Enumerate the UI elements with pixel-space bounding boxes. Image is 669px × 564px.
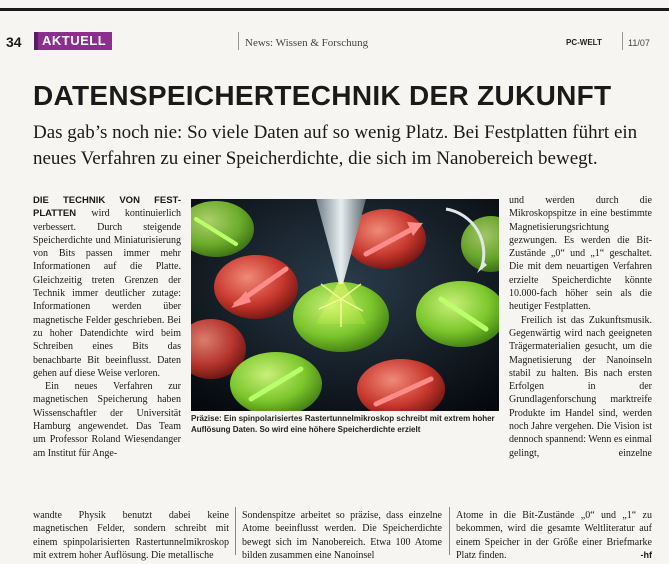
top-rule (0, 8, 669, 11)
section-title: News: Wissen & Forschung (245, 37, 369, 49)
bottom-text-middle: Sondenspitze arbeitet so präzise, dass einzelne Atome beeinflusst werden. Die Speicherdichte bewegt sich im Nanobereich. Etwa 100 Atome bilden zusammen eine Nanoinsel (242, 510, 442, 561)
column-divider (235, 507, 236, 555)
body-text: wird kontinuierlich verbessert. Durch steigende Speicherdichte und Miniaturisierung von Bits passen immer mehr Informationen auf die Platte. Gleichzeitig treten Grenzen der Technik immer deutlicher zutage: Informationen werden über magnetische Felder geschrieben. Bei zu hoher Datendichte wird beim Schreiben eines Bits das benachbarte Bit beeinflusst. Daten gehen auf diese Weise verloren. (33, 208, 181, 379)
lead-paragraph: Das gab’s noch nie: So viele Daten auf so wenig Platz. Bei Festplatten führt ein neues Verfahren zu einer Speicherdichte, die sich im Nanobereich bewegt. (33, 122, 638, 169)
author-signature: -hf (640, 549, 652, 560)
rubric-label: AKTUELL (34, 32, 112, 50)
body-text: Ein neues Verfahren zur magnetischen Speicherung haben Wissenschaftler der Universität Hamburg angewendet. Das Team um Professor Roland Wiesendanger am Institut für Ange- (33, 381, 181, 459)
bottom-text-left: wandte Physik benutzt dabei keine magnetischen Felder, sondern schreibt mit einem spinpolarisierten Rastertunnelmikroskop mit extrem hoher Auflösung. Die metallische (33, 510, 229, 561)
image-caption (191, 413, 496, 435)
header-divider (238, 32, 239, 50)
header-divider (622, 32, 623, 50)
caption-text: Ein spinpolarisiertes Rastertunnelmikroskop schreibt mit extrem hoher Auflösung Daten. So wird eine höhere Speicherdichte erzielt (191, 414, 495, 434)
stm-illustration (191, 199, 499, 411)
column-right (509, 194, 652, 460)
kicker: DIE TECHNIK VON FEST-PLATTEN (33, 195, 181, 220)
body-text: Freilich ist das Zukunftsmusik. Gegenwärtig wird nach geeigneten Trägermaterialien gesucht, um die Magnetisierung der Nanoinseln stabil zu halten. Bis nach ersten Erfolgen in der Grundlagenforschung marktreife Produkte im Handel sind, werden noch Jahre vergehen. Die Vision ist dennoch spannend: Wenn es einmal gelingt, einzelne (509, 314, 652, 459)
nano-islands-image (191, 199, 499, 411)
headline: DATENSPEICHERTECHNIK DER ZUKUNFT (33, 80, 612, 111)
bottom-text-right (456, 509, 652, 562)
body-text: Atome in die Bit-Zustände „0“ und „1“ zu bekommen, wird die gesamte Weltliteratur auf einem Speicher in der Größe einer Briefmarke Platz finden. (456, 510, 652, 561)
page-number: 34 (6, 34, 22, 50)
issue-number: 11/07 (628, 38, 650, 48)
body-text: und werden durch die Mikroskopspitze in eine bestimmte Magnetisierungsrichtung gezwungen. Es werden die Bit-Zustände „0“ und „1“ geschaltet. Die mit dem neuartigen Verfahren erzielte Speicherdichte könnte 10.000-fach höher sein als die heutiger Festplatten. (509, 195, 652, 313)
magazine-brand: PC-WELT (566, 38, 602, 47)
column-left (33, 194, 181, 460)
caption-label: Präzise: (191, 414, 222, 423)
column-divider (449, 507, 450, 555)
